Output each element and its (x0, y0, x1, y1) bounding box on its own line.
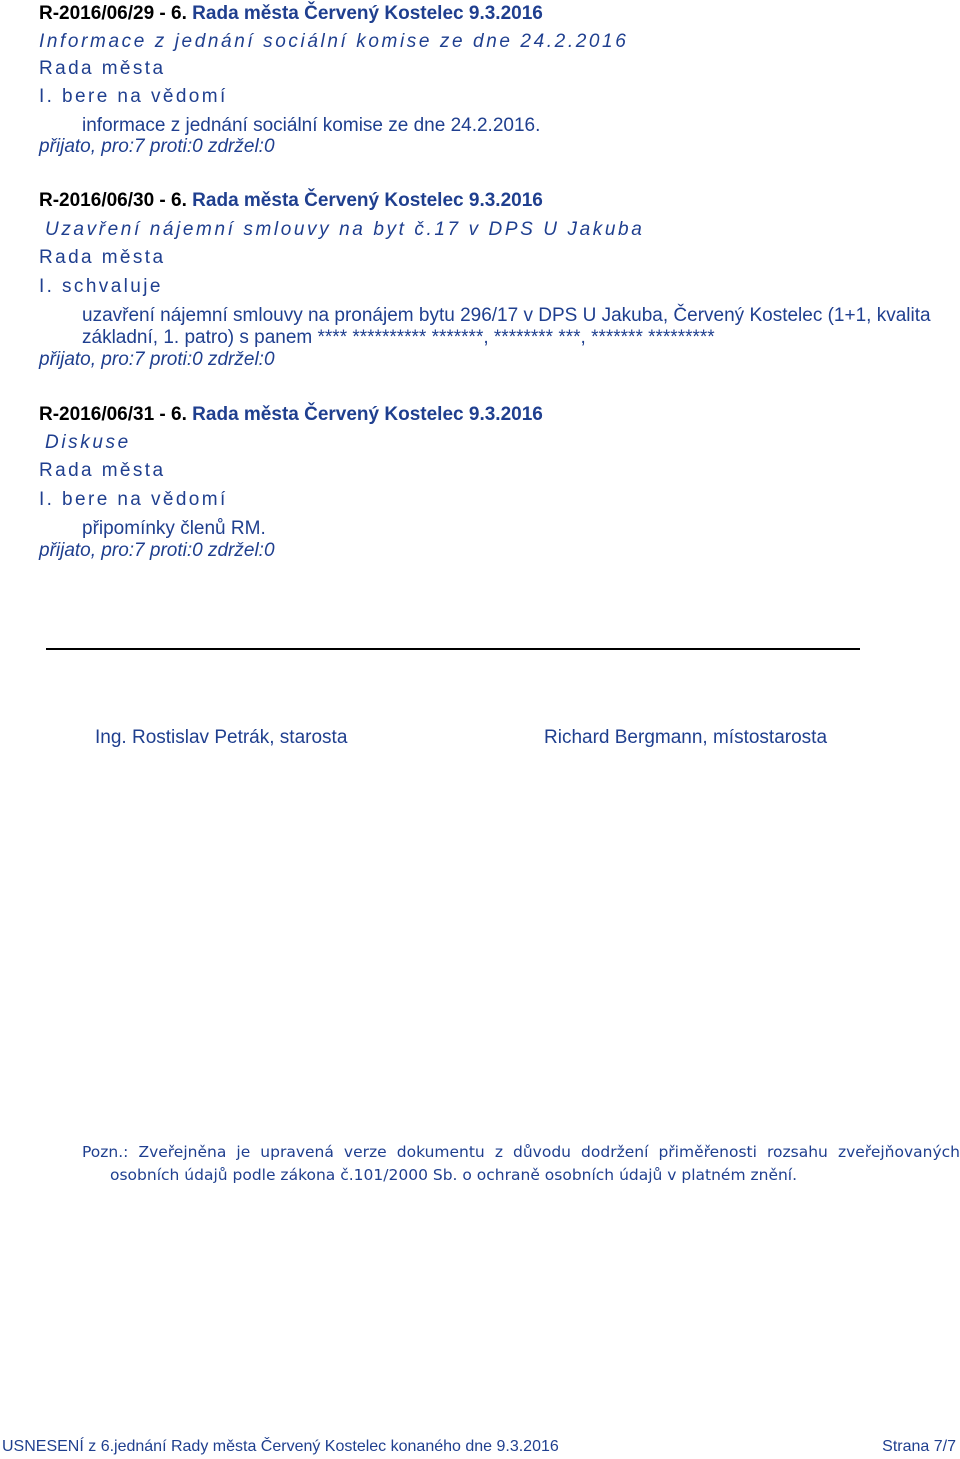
signature-left: Ing. Rostislav Petrák, starosta (95, 727, 348, 748)
resolution-text: základní, 1. patro) s panem **** ********** *******, ******** ***, ******* ********* (82, 327, 715, 348)
body-label: Rada města (39, 460, 166, 481)
body-label: Rada města (39, 247, 166, 268)
footer-document-info: USNESENÍ z 6.jednání Rady města Červený Kostelec konaného dne 9.3.2016 (2, 1438, 559, 1455)
resolution-title: Informace z jednání sociální komise ze dne 24.2.2016 (39, 31, 629, 52)
vote-result: přijato, pro:7 proti:0 zdržel:0 (39, 136, 275, 157)
privacy-note-line2: osobních údajů podle zákona č.101/2000 Sb. o ochraně osobních údajů v platném znění. (110, 1166, 798, 1184)
vote-result: přijato, pro:7 proti:0 zdržel:0 (39, 540, 275, 561)
vote-result: přijato, pro:7 proti:0 zdržel:0 (39, 349, 275, 370)
signature-right: Richard Bergmann, místostarosta (544, 727, 828, 748)
resolution-text: informace z jednání sociální komise ze dne 24.2.2016. (82, 115, 541, 136)
resolution-header: R-2016/06/29 - 6. Rada města Červený Kostelec 9.3.2016 (39, 3, 543, 24)
resolution-text: připomínky členů RM. (82, 518, 266, 539)
privacy-note-line1: Pozn.: Zveřejněna je upravená verze dokumentu z důvodu dodržení přiměřenosti rozsahu zveřejňovaných (82, 1143, 960, 1161)
resolution-header: R-2016/06/30 - 6. Rada města Červený Kostelec 9.3.2016 (39, 190, 543, 211)
resolution-title: Diskuse (45, 432, 131, 453)
footer-page-number: Strana 7/7 (882, 1438, 956, 1455)
resolution-header: R-2016/06/31 - 6. Rada města Červený Kostelec 9.3.2016 (39, 404, 543, 425)
action-label: I. schvaluje (39, 276, 163, 297)
body-label: Rada města (39, 58, 166, 79)
action-label: I. bere na vědomí (39, 489, 228, 510)
action-label: I. bere na vědomí (39, 86, 228, 107)
resolution-title: Uzavření nájemní smlouvy na byt č.17 v DPS U Jakuba (45, 219, 645, 240)
resolution-text: uzavření nájemní smlouvy na pronájem bytu 296/17 v DPS U Jakuba, Červený Kostelec (1+1, kvalita (82, 305, 931, 326)
signature-rule (46, 648, 860, 650)
